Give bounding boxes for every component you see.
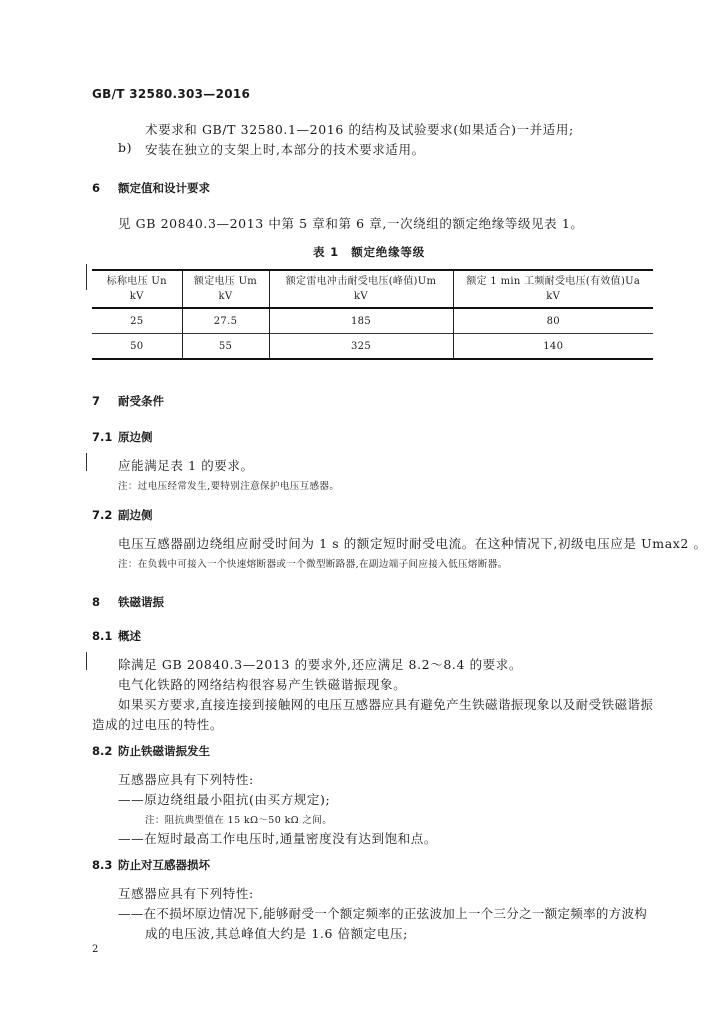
- table-row: [92, 308, 653, 334]
- section-8-3-dash-item: ——在不损坏原边情况下,能够耐受一个额定频率的正弦波加上一个三分之一额定频率的方波构: [118, 906, 648, 921]
- section-title: 防止铁磁谐振发生: [118, 744, 210, 758]
- table-header-row: [92, 270, 653, 308]
- section-8-1-paragraph-3: 如果买方要求,直接连接到接触网的电压互感器应具有避免产生铁磁谐振现象以及耐受铁磁谐振: [118, 697, 654, 712]
- section-8-1-paragraph-3-cont: 造成的过电压的特性。: [92, 717, 224, 732]
- section-8-1-heading: [92, 628, 141, 644]
- section-7-1-heading: [92, 429, 153, 445]
- section-number: 8.3: [92, 858, 113, 872]
- section-7-1-note: 注：过电压经常发生,要特别注意保护电压互感器。: [118, 481, 340, 492]
- intro-line: 术要求和 GB/T 32580.1—2016 的结构及试验要求(如果适合)一并适用;: [145, 122, 574, 137]
- table-cell: 140: [453, 334, 653, 360]
- change-bar: [86, 264, 87, 290]
- section-number: 7.2: [92, 508, 113, 522]
- table-cell: 50: [92, 334, 182, 360]
- section-number: 8.1: [92, 629, 113, 643]
- section-title: 概述: [118, 629, 141, 643]
- rated-insulation-table: [92, 269, 653, 360]
- table-cell: 80: [453, 308, 653, 334]
- section-number: 7: [92, 394, 101, 408]
- section-8-3-dash-item-cont: 成的电压波,其总峰值大约是 1.6 倍额定电压;: [145, 926, 408, 941]
- section-8-2-heading: [92, 743, 210, 759]
- section-8-2-note: 注：阻抗典型值在 15 kΩ～50 kΩ 之间。: [145, 815, 333, 826]
- change-bar: [86, 453, 87, 471]
- table-row: [92, 334, 653, 360]
- standard-number-header: GB/T 32580.303—2016: [92, 87, 251, 101]
- section-number: 7.1: [92, 430, 113, 444]
- section-8-3-heading: [92, 857, 210, 873]
- section-title: 耐受条件: [118, 394, 164, 408]
- table-cell: 325: [269, 334, 453, 360]
- table-caption: 表 1 额定绝缘等级: [313, 245, 426, 259]
- section-6-heading: [92, 180, 210, 196]
- list-item-b-label: b): [118, 140, 133, 155]
- section-title: 原边侧: [118, 430, 153, 444]
- section-title: 铁磁谐振: [118, 595, 164, 609]
- section-title: 副边侧: [118, 508, 153, 522]
- section-7-2-note: 注：在负载中可接入一个快速熔断器或一个微型断路器,在副边端子间应接入低压熔断器。: [118, 559, 508, 570]
- section-number: 8: [92, 595, 101, 609]
- table-cell: 25: [92, 308, 182, 334]
- section-8-heading: [92, 594, 164, 610]
- section-7-heading: [92, 393, 164, 409]
- section-8-2-lead: 互感器应具有下列特性:: [118, 772, 254, 787]
- header-rated-voltage: 额定电压 Um kV: [182, 270, 269, 308]
- section-title: 防止对互感器损坏: [118, 858, 210, 872]
- section-number: 8.2: [92, 744, 113, 758]
- section-8-3-lead: 互感器应具有下列特性:: [118, 886, 254, 901]
- section-number: 6: [92, 181, 101, 195]
- section-7-1-paragraph: 应能满足表 1 的要求。: [118, 458, 254, 473]
- section-6-paragraph: 见 GB 20840.3—2013 中第 5 章和第 6 章,一次绕组的额定绝缘等级见表 1。: [118, 216, 584, 231]
- header-lightning-impulse: 额定雷电冲击耐受电压(峰值)Um kV: [269, 270, 453, 308]
- section-8-2-dash-item: ——在短时最高工作电压时,通量密度没有达到饱和点。: [118, 831, 437, 846]
- list-item-b-text: 安装在独立的支架上时,本部分的技术要求适用。: [145, 142, 425, 157]
- section-8-1-paragraph-2: 电气化铁路的网络结构很容易产生铁磁谐振现象。: [118, 677, 407, 692]
- table-cell: 55: [182, 334, 269, 360]
- header-power-frequency: 额定 1 min 工频耐受电压(有效值)Ua kV: [453, 270, 653, 308]
- section-title: 额定值和设计要求: [118, 181, 210, 195]
- section-8-2-dash-item: ——原边绕组最小阻抗(由买方规定);: [118, 792, 331, 807]
- table-cell: 185: [269, 308, 453, 334]
- section-7-2-paragraph: 电压互感器副边绕组应耐受时间为 1 s 的额定短时耐受电流。在这种情况下,初级电压应是 Umax2 。: [118, 536, 707, 551]
- change-bar: [86, 652, 87, 670]
- section-8-1-paragraph-1: 除满足 GB 20840.3—2013 的要求外,还应满足 8.2～8.4 的要求。: [118, 657, 522, 672]
- section-7-2-heading: [92, 507, 153, 523]
- header-nominal-voltage: 标称电压 Un kV: [92, 270, 182, 308]
- table-cell: 27.5: [182, 308, 269, 334]
- page-number: 2: [92, 944, 99, 955]
